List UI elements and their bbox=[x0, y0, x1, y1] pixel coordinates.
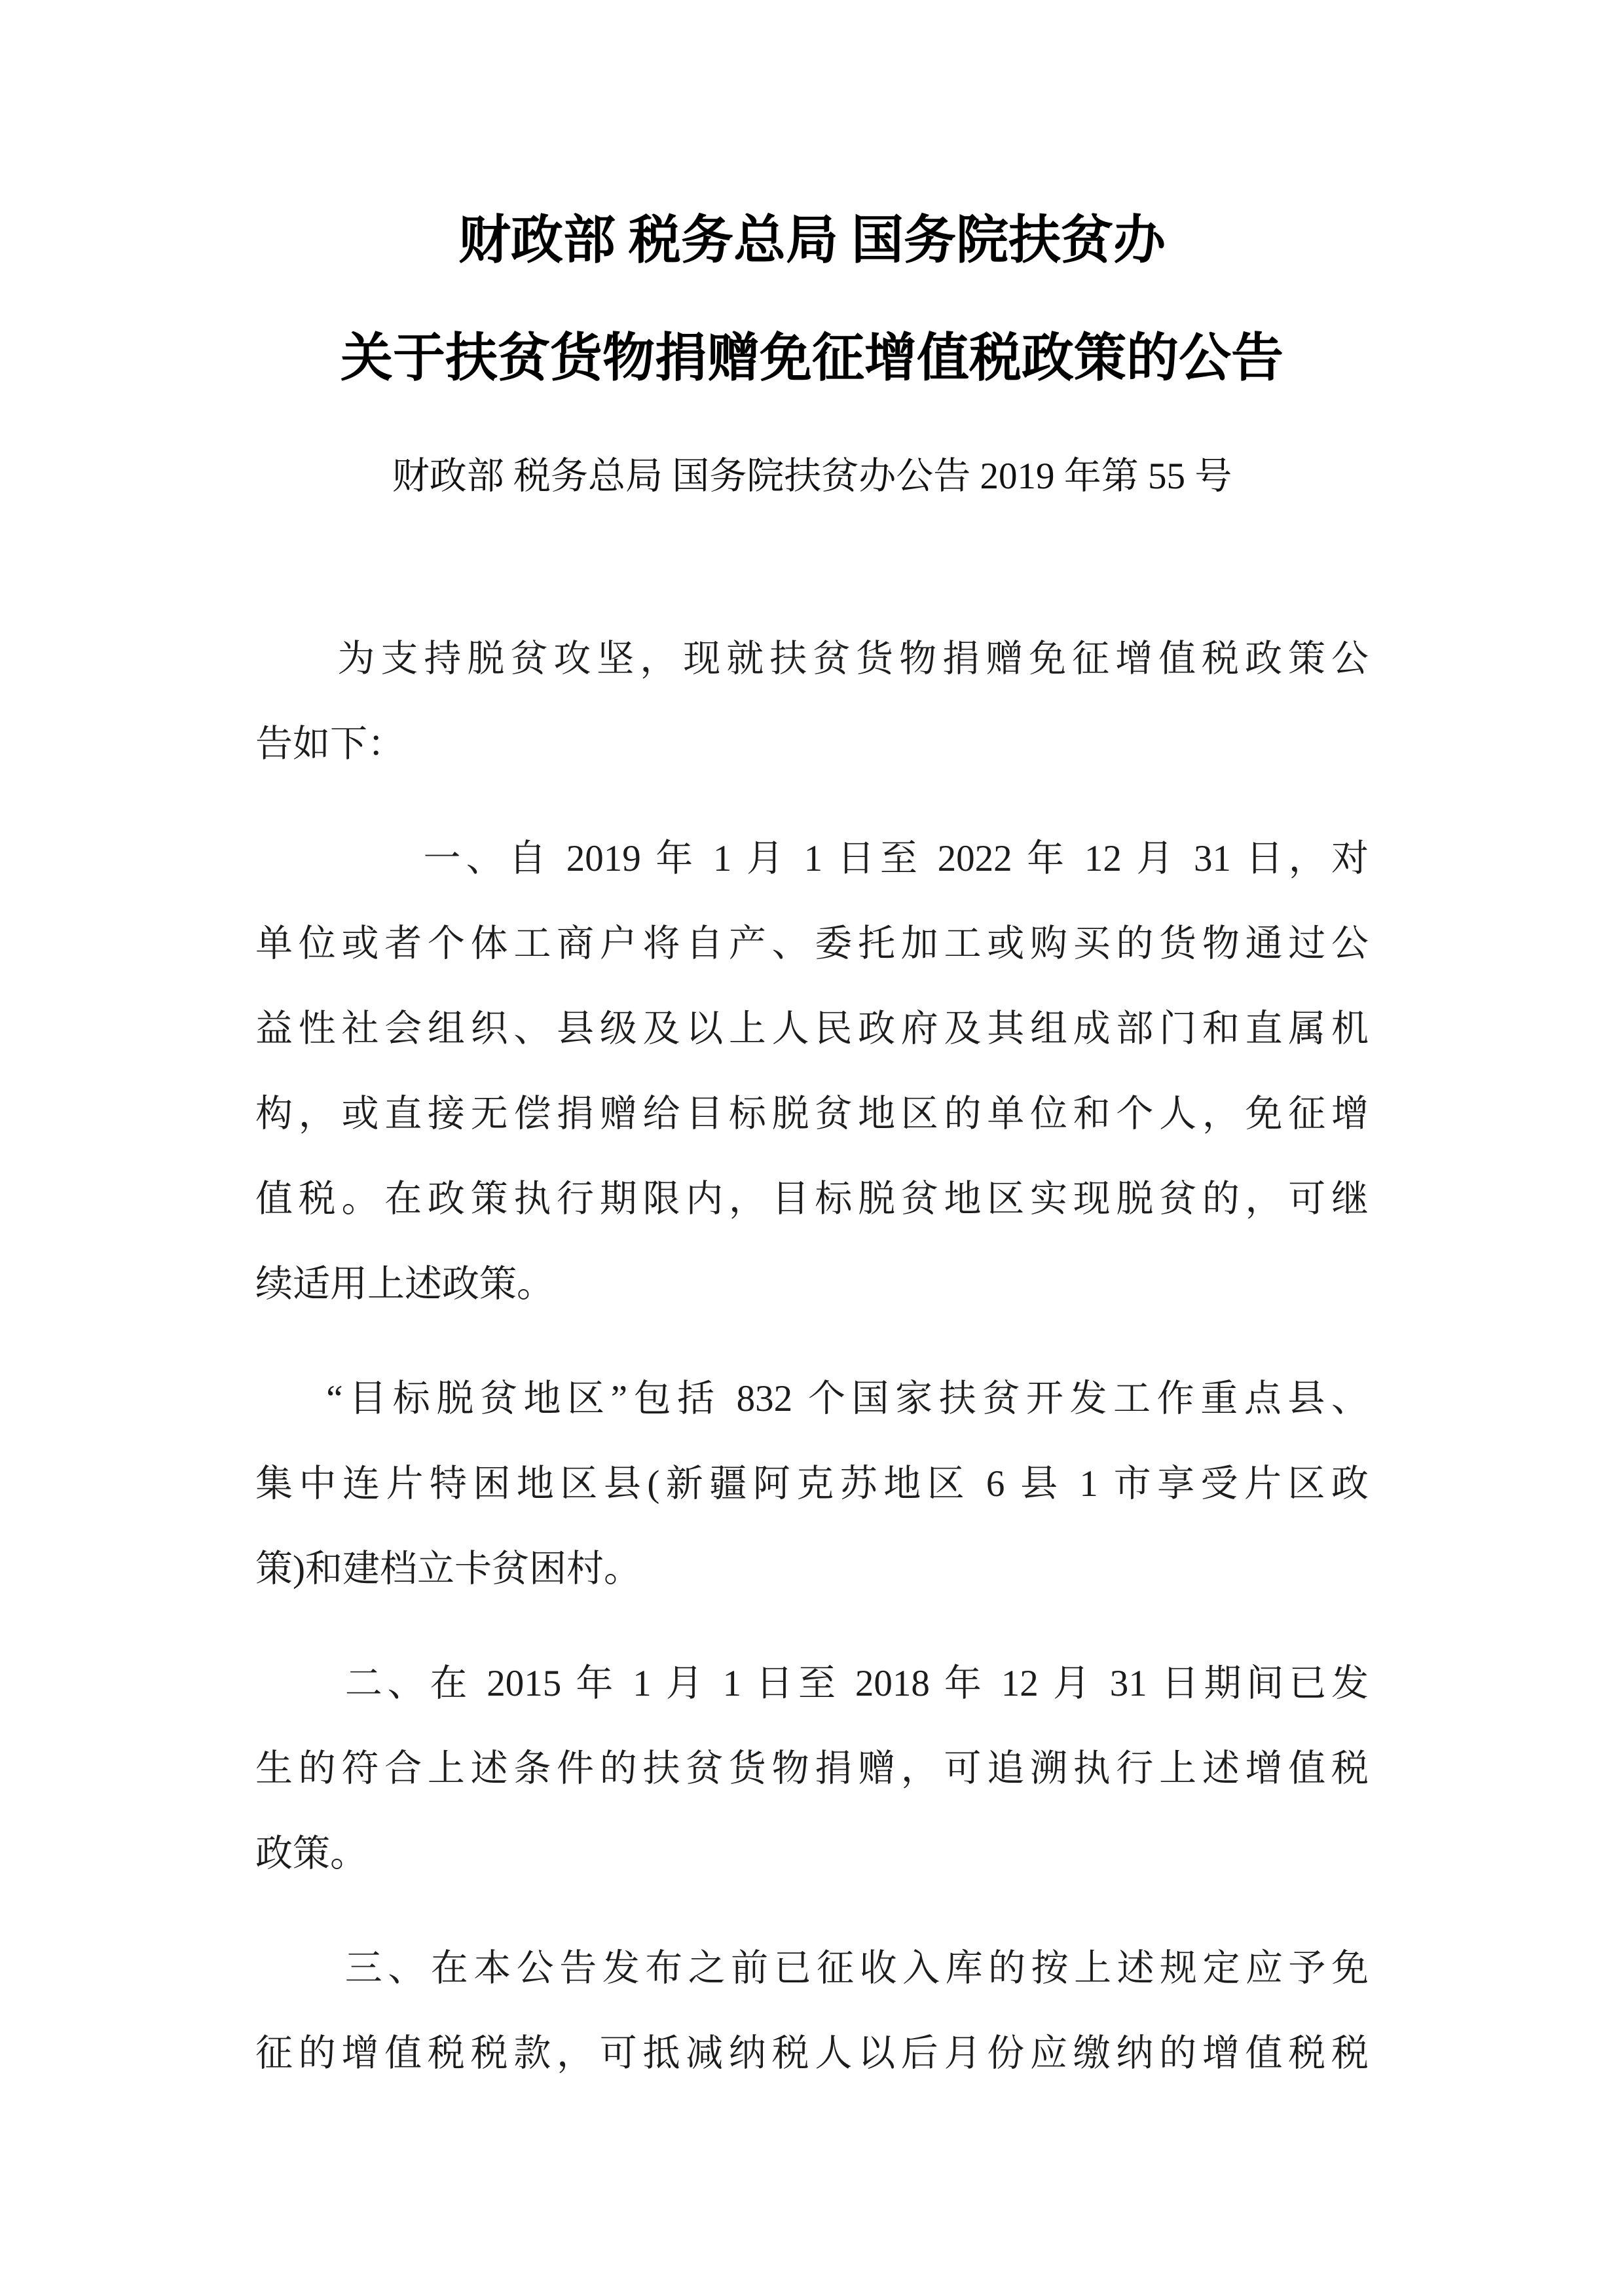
text-line: 单位或者个体工商户将自产、委托加工或购买的货物通过公 bbox=[255, 923, 1369, 964]
text-line: 续适用上述政策。 bbox=[255, 1264, 554, 1305]
text-line: “目标脱贫地区”包括 832 个国家扶贫开发工作重点县、 bbox=[326, 1378, 1369, 1419]
text-line: 征的增值税税款，可抵减纳税人以后月份应缴纳的增值税税 bbox=[255, 2033, 1369, 2074]
text-line: 政策。 bbox=[255, 1833, 367, 1874]
document-number: 财政部 税务总局 国务院扶贫办公告 2019 年第 55 号 bbox=[392, 456, 1232, 497]
text-line: 告如下： bbox=[255, 723, 405, 765]
document-body bbox=[255, 617, 1369, 2096]
text-line: 益性社会组织、县级及以上人民政府及其组成部门和直属机 bbox=[255, 1008, 1369, 1049]
text-line: 值税。在政策执行期限内，目标脱贫地区实现脱贫的，可继 bbox=[255, 1178, 1369, 1220]
document-title-line-2: 关于扶贫货物捐赠免征增值税政策的公告 bbox=[341, 330, 1283, 388]
text-line: 生的符合上述条件的扶贫货物捐赠，可追溯执行上述增值税 bbox=[255, 1748, 1369, 1789]
text-line: 三、在本公告发布之前已征收入库的按上述规定应予免 bbox=[344, 1948, 1369, 1989]
paragraph bbox=[255, 1926, 1369, 2096]
paragraph bbox=[255, 1641, 1369, 1897]
text-line: 二、在 2015 年 1 月 1 日至 2018 年 12 月 31 日期间已发 bbox=[344, 1663, 1369, 1704]
text-line: 一、自 2019 年 1 月 1 日至 2022 年 12 月 31 日，对 bbox=[423, 838, 1369, 879]
text-line: 集中连片特困地区县(新疆阿克苏地区 6 县 1 市享受片区政 bbox=[255, 1463, 1369, 1504]
text-line: 为支持脱贫攻坚，现就扶贫货物捐赠免征增值税政策公 bbox=[337, 638, 1369, 680]
text-line: 构，或直接无偿捐赠给目标脱贫地区的单位和个人，免征增 bbox=[255, 1093, 1369, 1135]
paragraph bbox=[255, 617, 1369, 787]
paragraph bbox=[255, 816, 1369, 1327]
document-title-line-1: 财政部 税务总局 国务院扶贫办 bbox=[458, 212, 1166, 270]
text-line: 策)和建档立卡贫困村。 bbox=[255, 1548, 641, 1590]
paragraph bbox=[255, 1357, 1369, 1612]
